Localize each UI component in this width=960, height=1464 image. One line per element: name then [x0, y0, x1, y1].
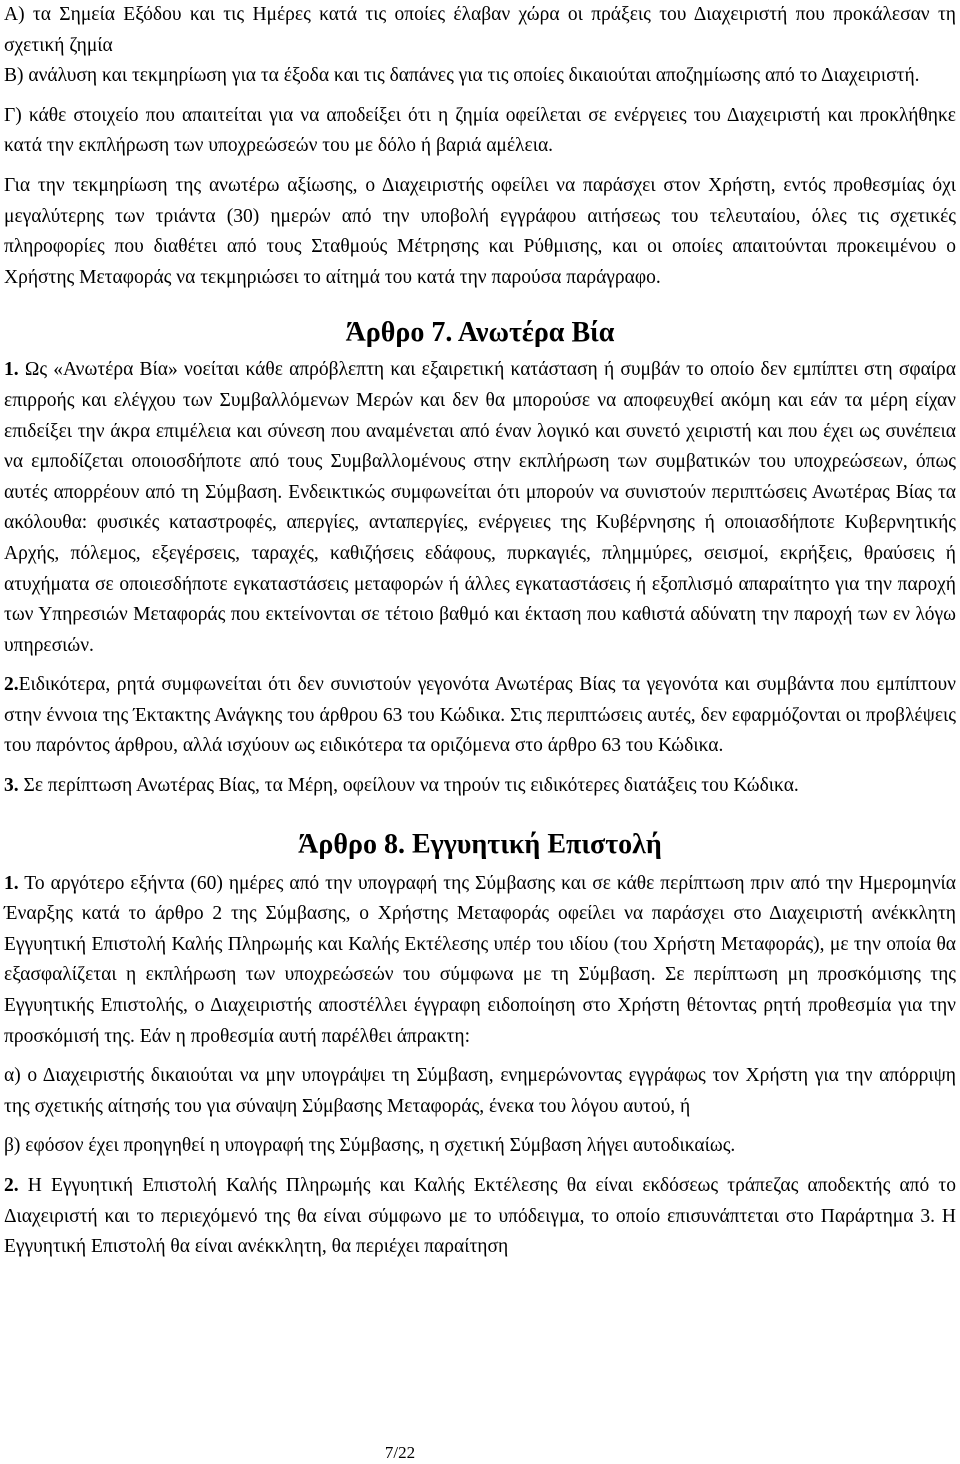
paragraph-text: Ειδικότερα, ρητά συμφωνείται ότι δεν συνιστούν γεγονότα Ανωτέρας Βίας τα γεγονότα και συμβάντα που εμπίπτουν στην έννοια της Έκτακτης Ανάγκης του άρθρου 63 του Κώδικα. Στις περιπτώσεις αυτές, δεν εφαρμόζονται οι προβλέψεις του παρόντος άρθρου, αλλά ισχύουν ως ειδικότερα τα οριζόμενα στο άρθρο 63 του Κώδικα. — [4, 674, 956, 757]
paragraph-number: 1. — [4, 872, 19, 894]
paragraph-text: Η Εγγυητική Επιστολή Καλής Πληρωμής και Καλής Εκτέλεσης θα είναι εκδόσεως τράπεζας αποδεκτής από το Διαχειριστή και το περιεχόμενό της θα είναι σύμφωνο με το υπόδειγμα, το οποίο επισυνάπτεται στο Παράρτημα 3. Η Εγγυητική Επιστολή θα είναι ανέκκλητη, θα περιέχει παραίτηση — [4, 1175, 956, 1258]
paragraph-text: Ως «Ανωτέρα Βία» νοείται κάθε απρόβλεπτη και εξαιρετική κατάσταση ή συμβάν το οποίο δεν εμπίπτει στη σφαίρα επιρροής και ελέγχου των Συμβαλλόμενων Μερών και δεν θα μπορούσε να αποφευχθεί ακόμη και εάν τα μέρη είχαν επιδείξει την άκρα επιμέλεια και σύνεση που αναμένεται από έναν λογικό και συνετό χειριστή και που έχει ως συνέπεια να εμποδίζεται οποιοσδήποτε από τους Συμβαλλομένους στην εκπλήρωση των συμβατικών του υποχρεώσεων, όπως αυτές απορρέουν από τη Σύμβαση. Ενδεικτικώς συμφωνείται ότι μπορούν να συνιστούν περιπτώσεις Ανωτέρας Βίας τα ακόλουθα: φυσικές καταστροφές, απεργίες, ανταπεργίες, ενέργειες της Κυβέρνησης ή οποιασδήποτε Κυβερνητικής Αρχής, πόλεμος, εξεγέρσεις, ταραχές, καθιζήσεις εδάφους, πυρκαγιές, πλημμύρες, σεισμοί, εκρήξεις, θραύσεις ή ατυχήματα σε οποιεσδήποτε εγκαταστάσεις μεταφορών ή άλλες εγκαταστάσεις ή εξοπλισμό απαραίτητο για την παροχή των Υπηρεσιών Μεταφοράς που εκτείνονται σε τέτοιο βαθμό και έκταση που καθιστά αδύνατη την παροχή των εν λόγω υπηρεσιών. — [4, 359, 956, 656]
paragraph-text: Το αργότερο εξήντα (60) ημέρες από την υπογραφή της Σύμβασης και σε κάθε περίπτωση πριν από την Ημερομηνία Έναρξης κατά το άρθρο 2 της Σύμβασης, ο Χρήστης Μεταφοράς οφείλει να παράσχει στο Διαχειριστή ανέκκλητη Εγγυητική Επιστολή Καλής Πληρωμής και Καλής Εκτέλεσης υπέρ του ιδίου (του Χρήστη Μεταφοράς), με την οποία θα εξασφαλίζεται η εκπλήρωση των υποχρεώσεών του σύμφωνα με τη Σύμβαση. Σε περίπτωση μη προσκόμισης της Εγγυητικής Επιστολής, ο Διαχειριστής αποστέλλει έγγραφη ειδοποίηση στο Χρήστη θέτοντας ρητή προθεσμία για την προσκόμισή της. Εάν η προθεσμία αυτή παρέλθει άπρακτη: — [4, 872, 956, 1047]
article-8-item-b: β) εφόσον έχει προηγηθεί η υπογραφή της Σύμβασης, η σχετική Σύμβαση λήγει αυτοδικαίως. — [4, 1135, 736, 1157]
paragraph-number: 2. — [4, 1175, 19, 1196]
page-number: 7/22 — [384, 1443, 416, 1462]
article-8-paragraph-2 — [4, 1171, 956, 1263]
item-a: Α) τα Σημεία Εξόδου και τις Ημέρες κατά τις οποίες έλαβαν χώρα οι πράξεις του Διαχειριστή που προκάλεσαν τη σχετική ζημία — [4, 4, 956, 56]
evidence-paragraph: Για την τεκμηρίωση της ανωτέρω αξίωσης, ο Διαχειριστής οφείλει να παράσχει στον Χρήστη, εντός προθεσμίας όχι μεγαλύτερης των τριάντα (30) ημερών από την υποβολή εγγράφου αιτήσεως του τελευταίου, όλες τις σχετικές πληροφορίες που διαθέτει από τους Σταθμούς Μέτρησης και Ρύθμισης, και οι οποίες απαιτούνται προκειμένου ο Χρήστης Μεταφοράς να τεκμηριώσει το αίτημά του κατά την παρούσα παράγραφο. — [4, 174, 956, 288]
item-c: Γ) κάθε στοιχείο που απαιτείται για να αποδείξει ότι η ζημία οφείλεται σε ενέργειες του Διαχειριστή και προκλήθηκε κατά την εκπλήρωση των υποχρεώσεών του με δόλο ή βαριά αμέλεια. — [4, 104, 956, 157]
article-7-heading: Άρθρο 7. Ανωτέρα Βία — [345, 317, 615, 349]
article-8-paragraph-1 — [4, 869, 956, 1053]
article-7-paragraph-3 — [4, 771, 956, 802]
document-page — [4, 0, 956, 1263]
paragraph-number: 3. — [4, 775, 19, 797]
article-8-item-a: α) ο Διαχειριστής δικαιούται να μην υπογράψει τη Σύμβαση, ενημερώνοντας εγγράφως τον Χρήστη για την απόρριψη της σχετικής αίτησής του για σύναψη Σύμβασης Μεταφοράς, ένεκα του λόγου αυτού, ή — [4, 1065, 956, 1117]
article-8-heading: Άρθρο 8. Εγγυητική Επιστολή — [298, 828, 662, 860]
article-7-paragraph-1 — [4, 355, 956, 661]
paragraph-number: 2. — [4, 674, 19, 696]
item-b: Β) ανάλυση και τεκμηρίωση για τα έξοδα και τις δαπάνες για τις οποίες δικαιούται αποζημίωσης από το Διαχειριστή. — [4, 65, 920, 87]
paragraph-text: Σε περίπτωση Ανωτέρας Βίας, τα Μέρη, οφείλουν να τηρούν τις ειδικότερες διατάξεις του Κώδικα. — [18, 775, 799, 797]
article-7-paragraph-2 — [4, 670, 956, 762]
paragraph-number: 1. — [4, 359, 19, 381]
